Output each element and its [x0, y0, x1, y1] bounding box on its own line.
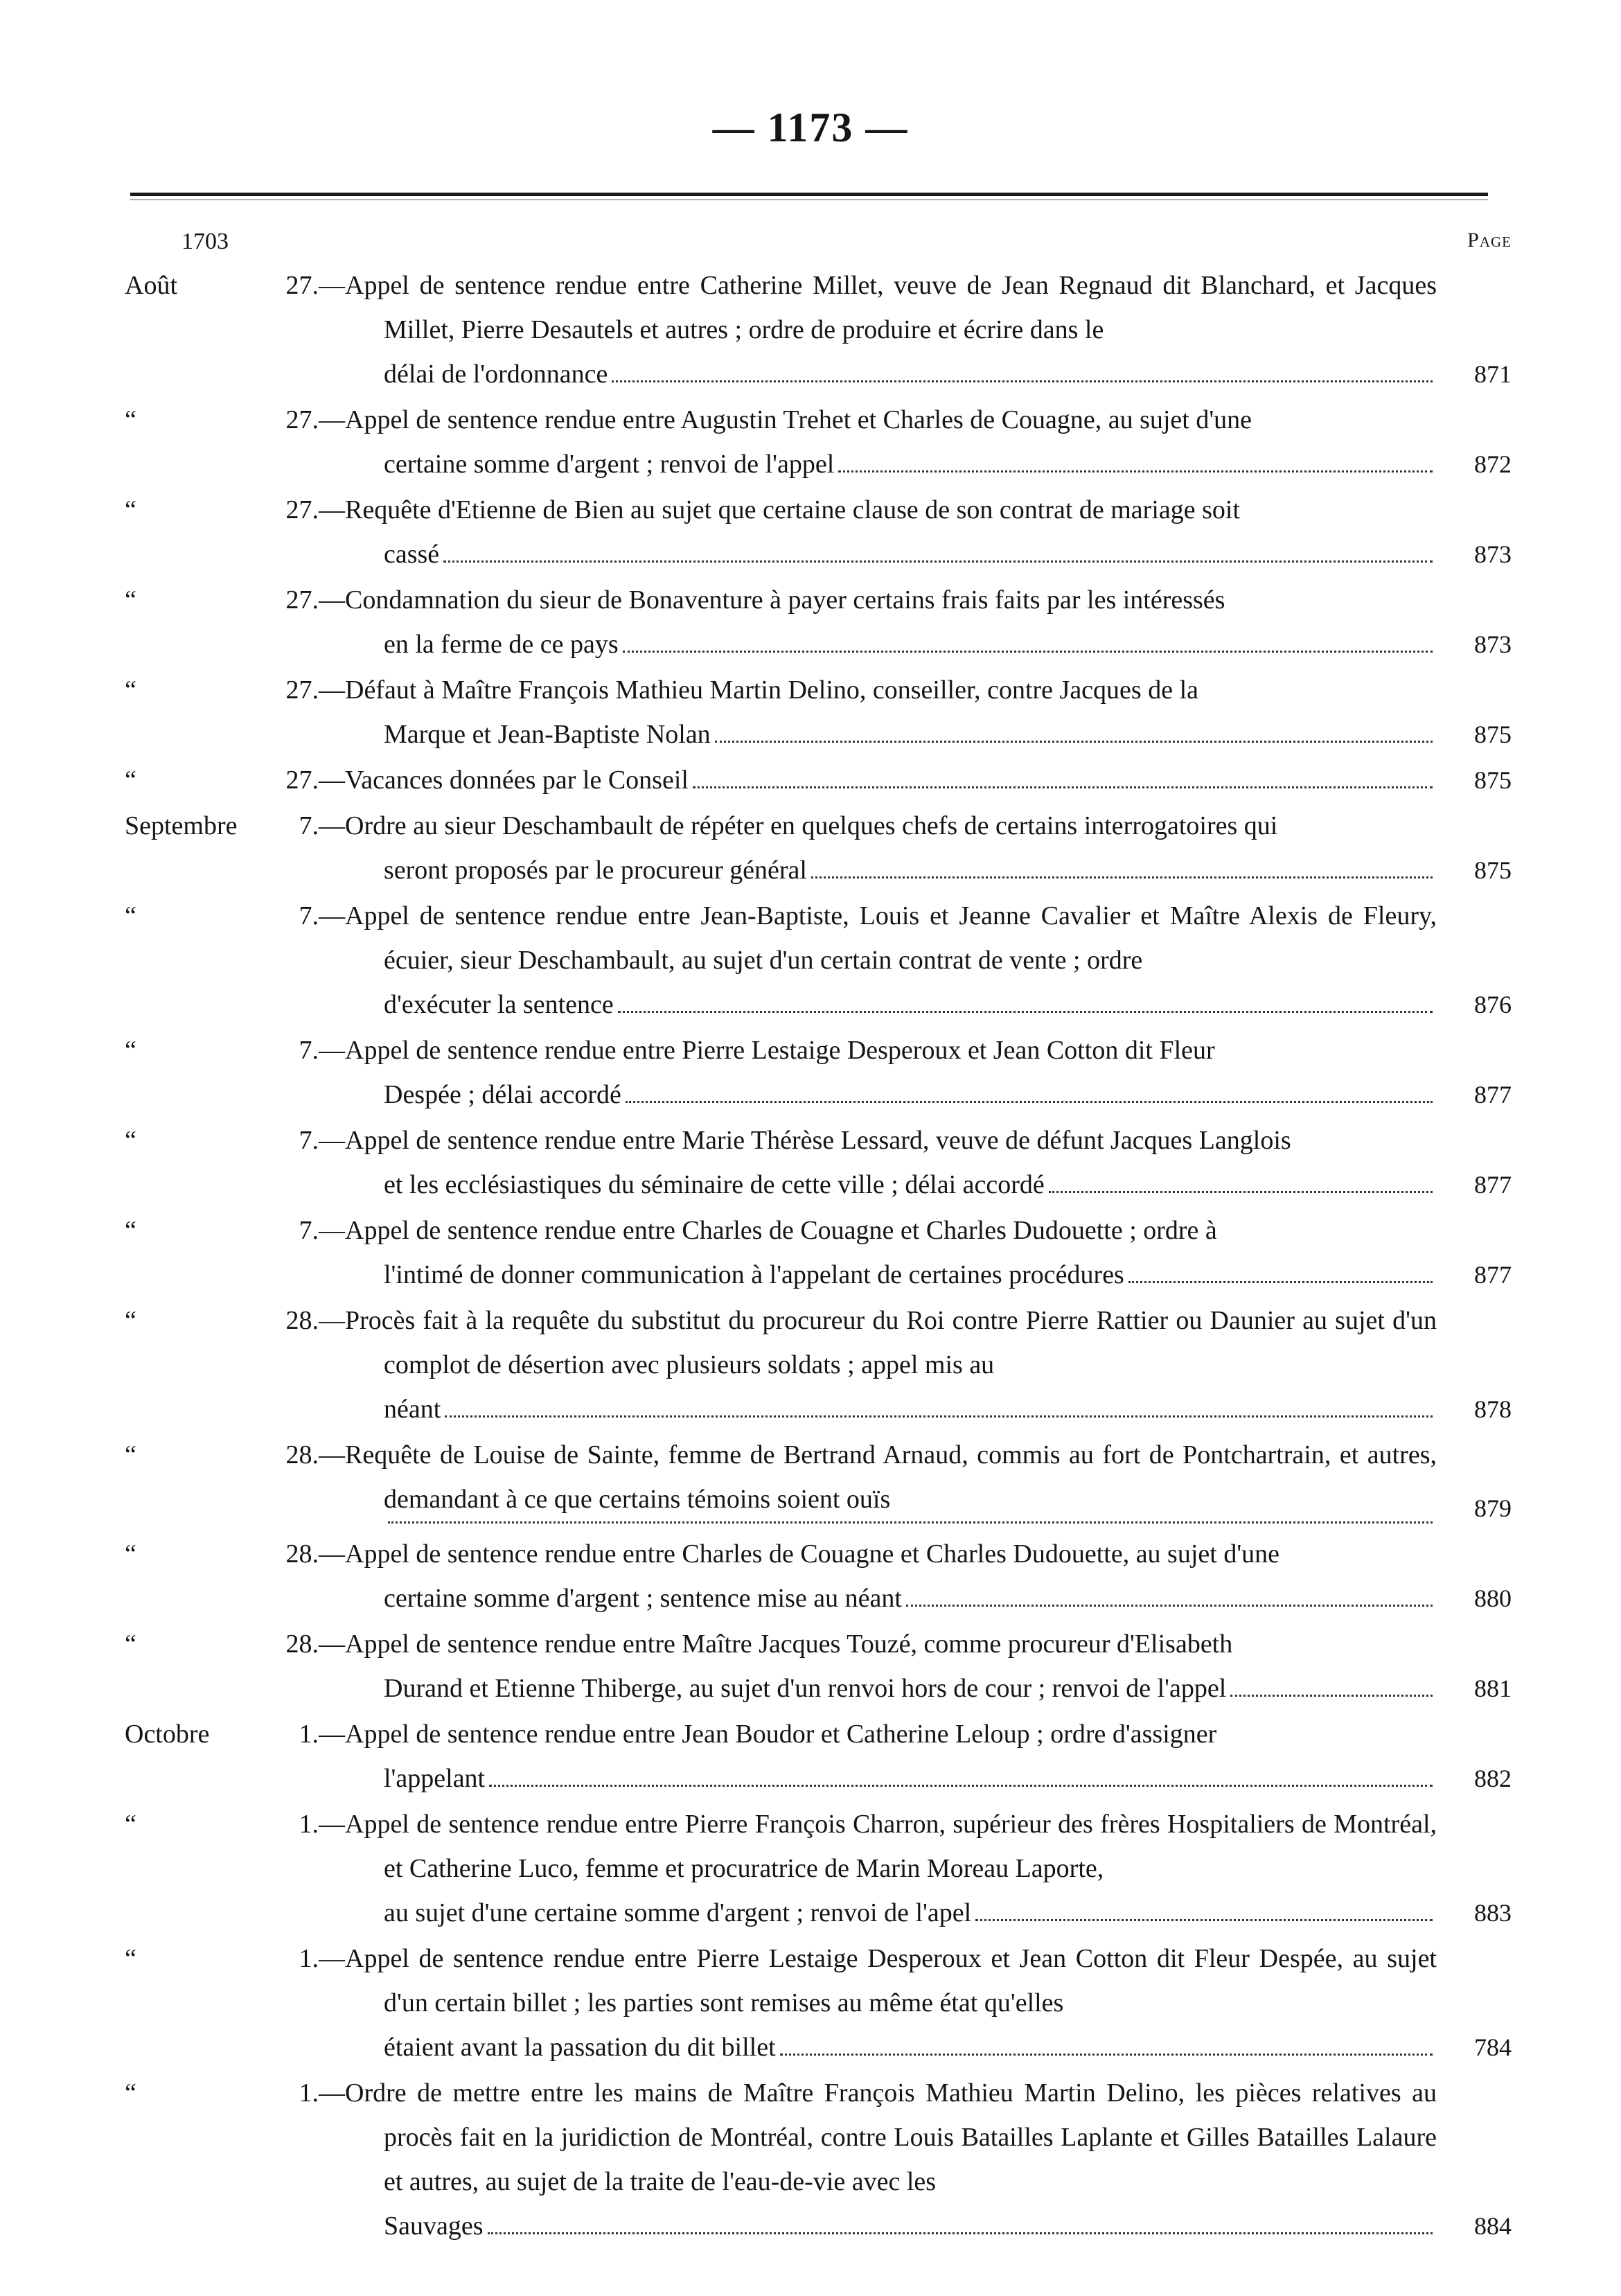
entry-last-line: [384, 1756, 1437, 1801]
index-entry: [0, 1712, 1621, 1801]
entry-body: [319, 1532, 1437, 1621]
entry-page-number: 876: [1474, 991, 1512, 1018]
index-entry: [0, 1118, 1621, 1207]
entry-day: 1.: [299, 1810, 319, 1839]
index-entry: [0, 804, 1621, 892]
entry-day: 1.: [299, 1720, 319, 1749]
entry-text: —Appel de sentence rendue entre Catherine Millet, veuve de Jean Regnaud dit Blanchard, et Jacques Millet, Pierre Desautels et autres ; ordre de produire et écrire dans le: [319, 271, 1437, 344]
entry-tail-text: au sujet d'une certaine somme d'argent ; renvoi de l'apel: [384, 1898, 972, 1927]
entry-day: 7.: [299, 901, 319, 930]
entry-month: Septembre: [125, 811, 238, 840]
entry-body: [319, 1433, 1437, 1530]
entry-text: —Ordre de mettre entre les mains de Maître François Mathieu Martin Delino, les pièces relatives au procès fait en la juridiction de Montréal, contre Louis Batailles Laplante et Gilles Batailles Lalaure et autres, au sujet de la traite de l'eau-de-vie avec les: [319, 2078, 1437, 2196]
entry-month: “: [125, 1539, 136, 1569]
entry-text: —Appel de sentence rendue entre Charles de Couagne et Charles Dudouette ; ordre à: [319, 1216, 1217, 1245]
entry-tail-text: cassé: [384, 540, 440, 569]
entry-body: [319, 1118, 1437, 1207]
dot-leader: [906, 1605, 1433, 1607]
entry-day: 7.: [299, 1036, 319, 1065]
entry-page-number: 877: [1474, 1171, 1512, 1199]
entry-day: 1.: [299, 1944, 319, 1973]
dot-leader: [811, 876, 1433, 878]
index-entry: [0, 1936, 1621, 2069]
entry-tail-text: Marque et Jean-Baptiste Nolan: [384, 720, 711, 749]
dot-leader: [618, 1011, 1433, 1013]
entry-last-line: [384, 1253, 1437, 1297]
entry-last-line: [384, 982, 1437, 1027]
entry-text: —Appel de sentence rendue entre Pierre Lestaige Desperoux et Jean Cotton dit Fleur Despée, au sujet d'un certain billet ; les parties sont remises au même état qu'elles: [319, 1944, 1437, 2017]
entry-day: 27.: [285, 675, 319, 705]
entry-text: —Ordre au sieur Deschambault de répéter en quelques chefs de certains interrogatoires qui: [319, 811, 1278, 840]
entry-page-number: 784: [1474, 2033, 1512, 2061]
entry-tail-text: et les ecclésiastiques du séminaire de cette ville ; délai accordé: [384, 1170, 1045, 1199]
header-rule: [130, 193, 1488, 196]
entry-day: 27.: [285, 766, 319, 795]
entry-text: —Appel de sentence rendue entre Jean-Baptiste, Louis et Jeanne Cavalier et Maître Alexis de Fleury, écuier, sieur Deschambault, au sujet d'un certain contrat de vente ; ordre: [319, 901, 1437, 975]
entry-last-line: [384, 848, 1437, 892]
entry-page-number: 872: [1474, 450, 1512, 478]
entry-day: 28.: [285, 1630, 319, 1659]
index-entry: [0, 263, 1621, 396]
entry-month: “: [125, 1944, 136, 1973]
entry-last-line: [384, 1072, 1437, 1117]
entry-body: [319, 2071, 1437, 2248]
entry-tail-text: l'appelant: [384, 1764, 486, 1793]
entry-tail-text: Sauvages: [384, 2211, 484, 2241]
dot-leader: [838, 470, 1433, 473]
entry-body: [319, 1208, 1437, 1297]
entry-day: 28.: [285, 1306, 319, 1335]
dot-leader: [715, 741, 1433, 743]
entry-tail-text: en la ferme de ce pays: [384, 630, 619, 659]
entry-month: “: [125, 1216, 136, 1245]
entry-last-line: [384, 1891, 1437, 1935]
entry-day: 27.: [285, 585, 319, 615]
entry-body: [319, 804, 1437, 892]
entry-body: [319, 894, 1437, 1027]
entry-day: 7.: [299, 811, 319, 840]
entry-text: —Défaut à Maître François Mathieu Martin Delino, conseiller, contre Jacques de la: [319, 675, 1198, 705]
entry-day: 7.: [299, 1126, 319, 1155]
entry-text: —Requête d'Etienne de Bien au sujet que certaine clause de son contrat de mariage soit: [319, 495, 1241, 524]
entry-month: “: [125, 2078, 136, 2108]
entry-text: —Procès fait à la requête du substitut du procureur du Roi contre Pierre Rattier ou Daunier au sujet d'un complot de désertion avec plusieurs soldats ; appel mis au: [319, 1306, 1437, 1379]
entry-last-line: [319, 758, 1437, 802]
entry-last-line: [384, 532, 1437, 576]
entry-month: “: [125, 1306, 136, 1335]
entry-page-number: 875: [1474, 721, 1512, 748]
entry-page-number: 875: [1474, 856, 1512, 884]
entry-last-line: [384, 1387, 1437, 1431]
entry-body: [319, 263, 1437, 396]
entry-tail-text: certaine somme d'argent ; renvoi de l'appel: [384, 450, 835, 479]
page-column-label: Page: [1467, 229, 1512, 251]
entry-month: “: [125, 585, 136, 615]
entry-month: “: [125, 1440, 136, 1469]
entry-last-line: [384, 1576, 1437, 1621]
index-entry: [0, 1622, 1621, 1711]
entry-month: “: [125, 675, 136, 705]
index-entry: [0, 1532, 1621, 1621]
index-entry: [0, 894, 1621, 1027]
entry-body: [319, 1712, 1437, 1801]
entry-body: [319, 1936, 1437, 2069]
dot-leader: [489, 1785, 1433, 1787]
dot-leader: [1128, 1281, 1433, 1283]
entry-tail-text: —Vacances données par le Conseil: [319, 766, 689, 795]
entry-text: —Appel de sentence rendue entre Pierre François Charron, supérieur des frères Hospitaliers de Montréal, et Catherine Luco, femme et procuratrice de Marin Moreau Laporte,: [319, 1810, 1437, 1883]
index-entry: [0, 758, 1621, 802]
entry-page-number: 877: [1474, 1261, 1512, 1289]
dot-leader: [388, 1521, 1433, 1524]
dot-leader: [488, 2232, 1433, 2234]
index-entry: [0, 488, 1621, 576]
entry-last-line: [384, 442, 1437, 486]
entry-month: “: [125, 1810, 136, 1839]
entry-last-line: [384, 352, 1437, 396]
dot-leader: [443, 560, 1433, 563]
entry-last-line: [384, 1163, 1437, 1207]
entry-last-line: [384, 712, 1437, 757]
entry-text: —Condamnation du sieur de Bonaventure à payer certains frais faits par les intéressés: [319, 585, 1225, 615]
entry-month: Août: [125, 271, 177, 300]
entry-body: [319, 668, 1437, 757]
entry-month: Octobre: [125, 1720, 210, 1749]
entry-page-number: 873: [1474, 630, 1512, 658]
index-entry: [0, 1208, 1621, 1297]
index-entry: [0, 668, 1621, 757]
index-entry: [0, 1802, 1621, 1935]
entry-tail-text: délai de l'ordonnance: [384, 360, 608, 389]
entry-tail-text: l'intimé de donner communication à l'appelant de certaines procédures: [384, 1260, 1124, 1289]
entry-text: —Appel de sentence rendue entre Augustin Trehet et Charles de Couagne, au sujet d'une: [319, 405, 1252, 434]
entry-page-number: 871: [1474, 360, 1512, 388]
entry-body: [319, 758, 1437, 802]
entry-day: 27.: [285, 495, 319, 524]
entry-last-line: [384, 1521, 1437, 1530]
entry-month: “: [125, 1630, 136, 1659]
entry-page-number: 878: [1474, 1395, 1512, 1423]
entry-page-number: 877: [1474, 1081, 1512, 1109]
entry-tail-text: étaient avant la passation du dit billet: [384, 2033, 776, 2062]
entry-last-line: [384, 2025, 1437, 2069]
entry-text: —Appel de sentence rendue entre Charles de Couagne et Charles Dudouette, au sujet d'une: [319, 1539, 1280, 1569]
entry-day: 7.: [299, 1216, 319, 1245]
index-entry: [0, 578, 1621, 666]
entry-body: [319, 398, 1437, 486]
entry-day: 28.: [285, 1440, 319, 1469]
index-entry: [0, 398, 1621, 486]
dot-leader: [626, 1101, 1433, 1103]
entry-page-number: 883: [1474, 1899, 1512, 1927]
entry-day: 27.: [285, 405, 319, 434]
index-entry: [0, 1433, 1621, 1530]
entry-month: “: [125, 1036, 136, 1065]
entry-tail-text: d'exécuter la sentence: [384, 990, 614, 1019]
entry-page-number: 875: [1474, 766, 1512, 794]
index-entries: [0, 263, 1621, 2250]
entry-page-number: 879: [1474, 1494, 1512, 1522]
entry-last-line: [384, 622, 1437, 666]
entry-month: “: [125, 405, 136, 434]
entry-body: [319, 1802, 1437, 1935]
entry-text: —Appel de sentence rendue entre Maître Jacques Touzé, comme procureur d'Elisabeth: [319, 1630, 1233, 1659]
entry-body: [319, 578, 1437, 666]
entry-tail-text: néant: [384, 1395, 441, 1424]
dot-leader: [623, 651, 1433, 653]
dot-leader: [693, 786, 1433, 788]
entry-month: “: [125, 766, 136, 795]
dot-leader: [780, 2054, 1433, 2056]
entry-text: —Appel de sentence rendue entre Marie Thérèse Lessard, veuve de défunt Jacques Langlois: [319, 1126, 1291, 1155]
entry-month: “: [125, 1126, 136, 1155]
entry-page-number: 884: [1474, 2212, 1512, 2240]
entry-month: “: [125, 495, 136, 524]
dot-leader: [612, 380, 1433, 382]
entry-tail-text: Durand et Etienne Thiberge, au sujet d'un renvoi hors de cour ; renvoi de l'appel: [384, 1674, 1227, 1703]
entry-tail-text: certaine somme d'argent ; sentence mise au néant: [384, 1584, 902, 1613]
entry-last-line: [384, 2204, 1437, 2248]
entry-day: 1.: [299, 2078, 319, 2108]
entry-tail-text: Despée ; délai accordé: [384, 1080, 621, 1109]
entry-month: “: [125, 901, 136, 930]
entry-last-line: [384, 1666, 1437, 1711]
entry-page-number: 882: [1474, 1765, 1512, 1792]
dot-leader: [1230, 1695, 1433, 1697]
page-number: — 1173 —: [712, 105, 909, 150]
index-entry: [0, 1298, 1621, 1431]
dot-leader: [1049, 1191, 1433, 1193]
entry-body: [319, 1298, 1437, 1431]
entry-page-number: 881: [1474, 1675, 1512, 1702]
entry-tail-text: seront proposés par le procureur général: [384, 856, 807, 885]
dot-leader: [975, 1919, 1433, 1921]
entry-body: [319, 488, 1437, 576]
year-label: 1703: [181, 229, 229, 254]
entry-page-number: 880: [1474, 1584, 1512, 1612]
index-entry: [0, 1028, 1621, 1117]
entry-body: [319, 1622, 1437, 1711]
dot-leader: [445, 1415, 1433, 1418]
entry-page-number: 873: [1474, 540, 1512, 568]
entry-text: —Requête de Louise de Sainte, femme de Bertrand Arnaud, commis au fort de Pontchartrain, et autres, demandant à ce que certains témoins soient ouïs: [319, 1440, 1437, 1514]
entry-day: 27.: [285, 271, 319, 300]
entry-day: 28.: [285, 1539, 319, 1569]
entry-text: —Appel de sentence rendue entre Jean Boudor et Catherine Leloup ; ordre d'assigner: [319, 1720, 1217, 1749]
index-entry: [0, 2071, 1621, 2248]
entry-text: —Appel de sentence rendue entre Pierre Lestaige Desperoux et Jean Cotton dit Fleur: [319, 1036, 1215, 1065]
entry-body: [319, 1028, 1437, 1117]
